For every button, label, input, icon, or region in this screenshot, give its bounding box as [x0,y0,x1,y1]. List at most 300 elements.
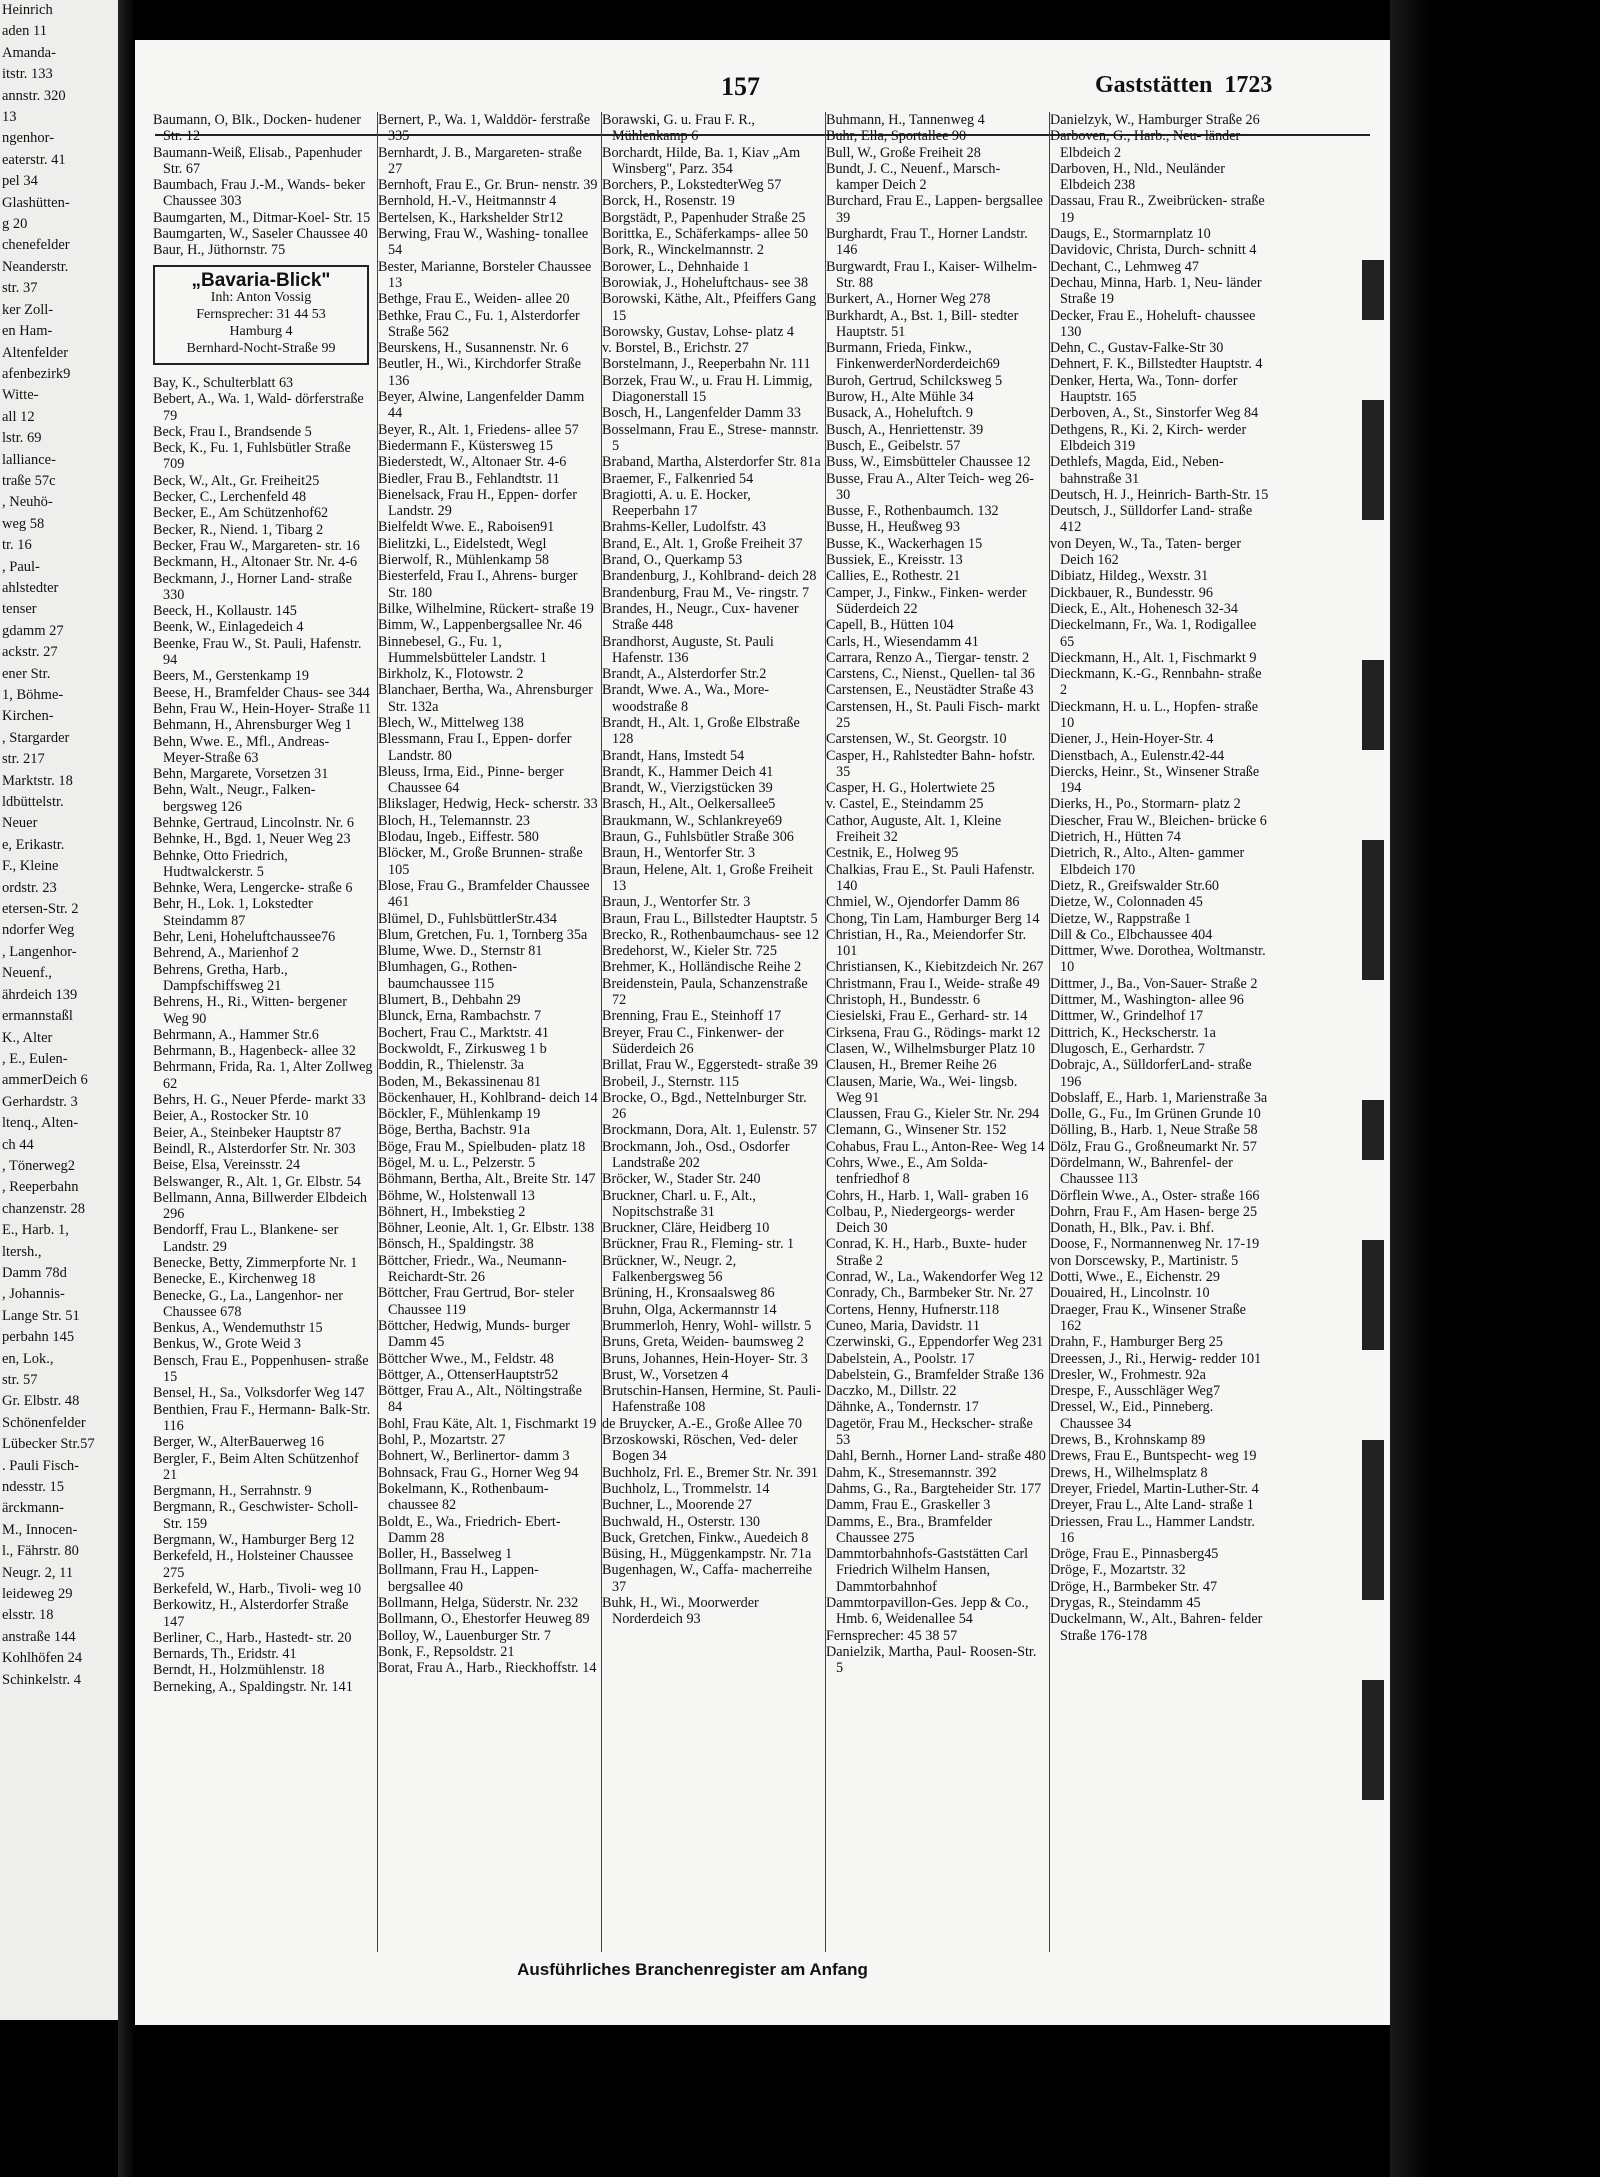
directory-entry: Bonk, F., Repsoldstr. 21 [378,1643,515,1660]
directory-entry: Brandt, A., Alsterdorfer Str.2 [602,666,767,683]
fragment-line: ordstr. 23 [2,879,57,896]
directory-entry: Dabelstein, A., Poolstr. 17 [826,1350,975,1367]
directory-entry: Diener, J., Hein-Hoyer-Str. 4 [1050,731,1214,748]
directory-entry: Bensel, H., Sa., Volksdorfer Weg 147 [153,1385,365,1402]
directory-entry: Brobeil, J., Sternstr. 115 [602,1073,740,1090]
directory-entry: Beyer, R., Alt. 1, Friedens- allee 57 [378,421,579,438]
directory-entry: Brand, E., Alt. 1, Große Freiheit 37 [602,535,803,552]
directory-entry: Carstensen, W., St. Georgstr. 10 [826,731,1007,748]
directory-entry: Bohnert, W., Berlinertor- damm 3 [378,1448,570,1465]
directory-entry: Clasen, W., Wilhelmsburger Platz 10 [826,1040,1035,1057]
directory-entry: Brutschin-Hansen, Hermine, St. Pauli-Hafenstraße 108 [602,1383,822,1416]
directory-entry: Blanchaer, Bertha, Wa., Ahrensburger Str. 132a [378,682,593,715]
directory-entry: Buss, W., Eimsbütteler Chaussee 12 [826,454,1031,471]
directory-entry: Bienelsack, Frau H., Eppen- dorfer Landstr. 29 [378,486,577,520]
directory-entry: Drygas, R., Steindamm 45 [1050,1595,1201,1612]
directory-entry: Böge, Bertha, Bachstr. 91a [378,1122,531,1139]
directory-entry: Behrs, H. G., Neuer Pferde- markt 33 [153,1092,366,1109]
directory-entry: Berger, W., AlterBauerweg 16 [153,1434,324,1451]
directory-entry: Buchholz, L., Trommelstr. 14 [602,1480,770,1497]
directory-entry: Deutsch, J., Sülldorfer Land- straße 412 [1050,503,1253,536]
directory-entry: Brandhorst, Auguste, St. Pauli Hafenstr. 136 [602,633,774,666]
directory-entry: Baumann, O, Blk., Docken- hudener Str. 12 [153,112,362,145]
directory-entry: Dieckelmann, Fr., Wa. 1, Rodigallee 65 [1050,617,1257,650]
directory-entry: Conrady, Ch., Barmbeker Str. Nr. 27 [826,1285,1034,1302]
directory-entry: Dröge, H., Barmbeker Str. 47 [1050,1578,1218,1595]
directory-entry: Borstelmann, J., Reeperbahn Nr. 111 [602,356,811,373]
directory-entry: Baumgarten, W., Saseler Chaussee 40 [153,226,368,243]
directory-entry: Dittmer, J., Ba., Von-Sauer- Straße 2 [1050,975,1258,992]
directory-entry: Braun, H., Wentorfer Str. 3 [602,845,756,862]
directory-entry: Bethke, Frau C., Fu. 1, Alsterdorfer Straße 562 [378,307,580,340]
directory-entry: Buhk, H., Wi., Moorwerder Norderdeich 93 [602,1595,759,1628]
directory-entry: Busack, A., Hoheluftch. 9 [826,405,973,422]
directory-entry: Brocke, O., Bgd., Nettelnburger Str. 26 [602,1089,807,1123]
directory-entry: Behrmann, A., Hammer Str.6 [153,1026,319,1043]
directory-entry: Brockmann, Joh., Osd., Osdorfer Landstraße 202 [602,1138,790,1171]
fragment-line: ltersh., [2,1243,42,1260]
fragment-line: en, Lok., [2,1350,54,1367]
directory-entry: Dieckmann, K.-G., Rennbahn- straße 2 [1050,666,1262,699]
fragment-line: , Reeperbahn [2,1179,79,1196]
directory-entry: Brüning, H., Kronsaalsweg 86 [602,1285,775,1302]
fragment-line: gdamm 27 [2,622,64,639]
directory-entry: Bokelmann, K., Rothenbaum- chaussee 82 [378,1480,549,1514]
directory-entry: Breyer, Frau C., Finkenwer- der Süderdeich 26 [602,1024,784,1057]
fragment-line: , Neuhö- [2,494,53,511]
directory-entry: Beier, A., Steinbeker Hauptstr 87 [153,1124,342,1141]
directory-entry: Dassau, Frau R., Zweibrücken- straße 19 [1050,193,1265,226]
directory-entry: Dreyer, Friedel, Martin-Luther-Str. 4 [1050,1480,1259,1497]
book-gutter [118,0,135,2177]
directory-entry: Dietrich, R., Alto., Alten- gammer Elbdeich 170 [1050,845,1245,878]
directory-entry: Buck, Gretchen, Finkw., Auedeich 8 [602,1529,809,1546]
directory-entry: Böttcher Wwe., M., Feldstr. 48 [378,1350,554,1367]
fragment-line: Witte- [2,387,39,404]
directory-entry: Daczko, M., Dillstr. 22 [826,1383,957,1400]
directory-entry: Diescher, Frau W., Bleichen- brücke 6 [1050,812,1267,829]
directory-entry: Dolle, G., Fu., Im Grünen Grunde 10 [1050,1106,1261,1123]
directory-entry: Dechant, C., Lehmweg 47 [1050,258,1199,275]
directory-entry: Beeck, H., Kollaustr. 145 [153,603,297,620]
directory-entry: Bochert, Frau C., Marktstr. 41 [378,1024,550,1041]
directory-entry: Bundt, J. C., Neuenf., Marsch- kamper Deich 2 [826,160,1001,194]
directory-entry: Böttcher, Friedr., Wa., Neumann-Reichardt-Str. 26 [378,1252,567,1286]
directory-entry: Benecke, Betty, Zimmerpforte Nr. 1 [153,1255,358,1271]
directory-entry: Dreyer, Frau L., Alte Land- straße 1 [1050,1497,1254,1514]
directory-entry: Benthien, Frau F., Hermann- Balk-Str. 116 [153,1401,371,1434]
directory-entry: Drespe, F., Ausschläger Weg7 [1050,1383,1221,1400]
directory-entry: Beers, M., Gerstenkamp 19 [153,668,310,685]
fragment-line: 13 [2,109,17,126]
directory-entry: Douaired, H., Lincolnstr. 10 [1050,1285,1210,1302]
directory-entry: Beyer, Alwine, Langenfelder Damm 44 [378,389,585,422]
directory-entry: Dotti, Wwe., E., Eichenstr. 29 [1050,1269,1220,1286]
directory-entry: Boller, H., Basselweg 1 [378,1546,513,1563]
directory-entry: Donath, H., Blk., Pav. i. Bhf. [1050,1220,1215,1237]
directory-entry: Behr, Leni, Hoheluftchaussee76 [153,929,336,946]
directory-entry: Brandt, Wwe. A., Wa., More- woodstraße 8 [602,682,769,715]
directory-entry: Böttcher, Hedwig, Munds- burger Damm 45 [378,1317,570,1351]
fragment-line: leideweg 29 [2,1586,73,1603]
directory-entry: Bloch, H., Telemannstr. 23 [378,812,531,829]
fragment-line: 1, Böhme- [2,687,64,703]
directory-entry: Böckenhauer, H., Kohlbrand- deich 14 [378,1089,598,1106]
directory-entry: Cohrs, H., Harb. 1, Wall- graben 16 [826,1187,1029,1204]
directory-entry: Capell, B., Hütten 104 [826,617,954,634]
fragment-line: ärckmann- [2,1500,64,1517]
directory-entry: Borittka, E., Schäferkamps- allee 50 [602,226,809,243]
directory-entry: Dieck, E., Alt., Hohenesch 32-34 [1050,600,1238,617]
directory-entry: Daugs, E., Stormarnplatz 10 [1050,226,1211,243]
directory-entry: Bredehorst, W., Kieler Str. 725 [602,943,777,960]
section-page-number: 1723 [1224,72,1273,98]
directory-entry: Casper, H., Rahlstedter Bahn- hofstr. 35 [826,747,1036,780]
directory-entry: Behmann, H., Ahrensburger Weg 1 [153,717,352,734]
directory-entry: Becker, R., Niend. 1, Tibarg 2 [153,521,324,538]
directory-entry: Dobslaff, E., Harb. 1, Marienstraße 3a [1050,1089,1268,1106]
fragment-line: Neanderstr. [2,258,69,275]
directory-entry: Böttcher, Frau Gertrud, Bor- steler Chaussee 119 [378,1285,575,1318]
directory-entry: Borck, H., Rosenstr. 19 [602,193,735,210]
directory-entry: Bosch, H., Langenfelder Damm 33 [602,405,801,422]
directory-entry: Bergmann, H., Serrahnstr. 9 [153,1483,312,1500]
directory-entry: Dittrich, K., Heckscherstr. 1a [1050,1024,1216,1041]
directory-entry: Darboven, G., Harb., Neu- länder Elbdeich 2 [1050,128,1241,161]
directory-entry: Behnke, Otto Friedrich, Hudtwalckerstr. 5 [153,847,288,880]
directory-entry: Binnebesel, G., Fu. 1, Hummelsbütteler Landstr. 1 [378,633,547,666]
directory-entry: Beise, Elsa, Vereinsstr. 24 [153,1157,301,1174]
directory-entry: Beutler, H., Wi., Kirchdorfer Straße 136 [378,356,582,389]
directory-entry: Dethlefs, Magda, Eid., Neben- bahnstraße 31 [1050,454,1224,487]
directory-entry: Berndt, H., Holzmühlenstr. 18 [153,1662,325,1679]
directory-entry: Buchner, L., Moorende 27 [602,1497,752,1514]
directory-entry: Dahl, Bernh., Horner Land- straße 480 [826,1448,1046,1465]
directory-entry: Brockmann, Dora, Alt. 1, Eulenstr. 57 [602,1122,818,1139]
directory-entry: von Dorscewsky, P., Martinistr. 5 [1050,1252,1239,1269]
directory-columns [153,112,1363,1952]
directory-entry: Dölling, B., Harb. 1, Neue Straße 58 [1050,1122,1258,1139]
fragment-line: ker Zoll- [2,301,54,318]
directory-entry: Blumhagen, G., Rothen- baumchaussee 115 [378,959,518,992]
directory-entry: Brandt, K., Hammer Deich 41 [602,763,774,780]
directory-entry: Braband, Martha, Alsterdorfer Str. 81a [602,454,821,471]
directory-entry: Behr, H., Lok. 1, Lokstedter Steindamm 87 [153,896,313,929]
directory-entry: Beck, W., Alt., Gr. Freiheit25 [153,472,320,489]
directory-entry: Böckler, F., Mühlenkamp 19 [378,1106,541,1123]
directory-entry: Benkus, A., Wendemuthstr 15 [153,1320,323,1337]
column-1 [153,112,373,1952]
directory-entry: Clemann, G., Winsener Str. 152 [826,1122,1007,1139]
directory-entry: Behnke, Gertraud, Lincolnstr. Nr. 6 [153,814,354,831]
directory-entry: Bollmann, Helga, Süderstr. Nr. 232 [378,1595,579,1612]
directory-entry: Dittmer, Wwe. Dorothea, Woltmanstr. 10 [1050,943,1266,976]
fragment-line: Gerhardstr. 3 [2,1093,78,1110]
directory-entry: v. Castel, E., Steindamm 25 [826,796,984,813]
directory-entry: Büsing, H., Müggenkampstr. Nr. 71a [602,1546,812,1563]
directory-entry: Brahms-Keller, Ludolfstr. 43 [602,519,767,536]
directory-entry: Dölz, Frau G., Großneumarkt Nr. 57 [1050,1138,1257,1155]
directory-entry: Bork, R., Winckelmannstr. 2 [602,242,764,259]
fragment-line: itstr. 133 [2,66,53,83]
directory-entry: Beck, K., Fu. 1, Fuhlsbütler Straße 709 [153,440,351,473]
directory-entry: Cohabus, Frau L., Anton-Ree- Weg 14 [826,1138,1045,1155]
directory-entry: Berliner, C., Harb., Hastedt- str. 20 [153,1629,352,1646]
directory-entry: Bernhold, H.-V., Heitmannstr 4 [378,193,557,210]
directory-entry: Birkholz, K., Flotowstr. 2 [378,666,524,683]
page-number: 157 [721,72,760,101]
directory-entry: Dobrajc, A., SülldorferLand- straße 196 [1050,1057,1252,1090]
fragment-line: , Johannis- [2,1286,65,1303]
directory-entry: Becker, Frau W., Margareten- str. 16 [153,537,360,554]
directory-entry: Driessen, Frau L., Hammer Landstr. 16 [1050,1513,1255,1546]
directory-entry: Braun, G., Fuhlsbütler Straße 306 [602,829,794,846]
directory-entry: Clausen, Marie, Wa., Wei- lingsb. Weg 91 [826,1073,1018,1106]
directory-entry: Drews, H., Wilhelmsplatz 8 [1050,1464,1208,1481]
directory-entry: Dethgens, R., Ki. 2, Kirch- werder Elbdeich 319 [1050,421,1247,454]
fragment-line: , E., Eulen- [2,1050,68,1067]
directory-entry: Borchers, P., LokstedterWeg 57 [602,177,782,194]
directory-entry: Blose, Frau G., Bramfelder Chaussee 461 [378,877,590,911]
fragment-line: , Paul- [2,558,40,575]
section-name: Gaststätten [1095,72,1213,98]
directory-entry: Brandt, H., Alt. 1, Große Elbstraße 128 [602,714,800,748]
directory-entry: Blöcker, M., Große Brunnen- straße 105 [378,845,583,878]
directory-entry: Draeger, Frau K., Winsener Straße 162 [1050,1301,1246,1334]
ad-line: Bernhard-Nocht-Straße 99 [186,340,336,356]
directory-entry: Behn, Wwe. E., Mfl., Andreas- Meyer-Straße 63 [153,733,330,766]
directory-entry: Christian, H., Ra., Meiendorfer Str. 101 [826,926,1027,960]
fragment-line: Schinkelstr. 4 [2,1671,81,1688]
directory-entry: Bruckner, Charl. u. F., Alt., Nopitschstraße 31 [602,1187,756,1220]
directory-entry: Blumert, B., Dehbahn 29 [378,992,521,1009]
directory-entry: Behn, Walt., Neugr., Falken- bergsweg 126 [153,782,316,815]
fragment-line: perbahn 145 [2,1329,75,1346]
fragment-line: Gr. Elbstr. 48 [2,1393,80,1410]
directory-entry: Blessmann, Frau I., Eppen- dorfer Landstr. 80 [378,731,572,764]
directory-entry: Borat, Frau A., Harb., Rieckhoffstr. 14 [378,1660,597,1677]
scan-edge [1390,0,1430,2177]
directory-entry: Becker, C., Lerchenfeld 48 [153,489,307,506]
directory-entry: Borchardt, Hilde, Ba. 1, Kiav „Am Winsberg", Parz. 354 [602,144,801,177]
directory-entry: Berkefeld, H., Holsteiner Chaussee 275 [153,1548,354,1581]
fragment-line: F., Kleine [2,858,59,875]
directory-entry: Bay, K., Schulterblatt 63 [153,374,294,391]
directory-entry: Braukmann, W., Schlankreye69 [602,812,783,829]
directory-entry: Bielitzki, L., Eidelstedt, Wegl [378,535,547,552]
directory-entry: Böhmann, Bertha, Alt., Breite Str. 147 [378,1171,596,1188]
fragment-line: etersen-Str. 2 [2,901,79,918]
directory-entry: Beenk, W., Einlagedeich 4 [153,619,304,636]
directory-entry: Brückner, W., Neugr. 2, Falkenbergsweg 56 [602,1252,737,1286]
directory-entry: Dröge, F., Mozartstr. 32 [1050,1562,1186,1579]
directory-entry: Denker, Herta, Wa., Tonn- dorfer Hauptstr. 165 [1050,372,1238,406]
fragment-line: Schönenfelder [2,1414,86,1431]
directory-entry: de Bruycker, A.-E., Große Allee 70 [602,1415,802,1432]
directory-entry: Brandenburg, Frau M., Ve- ringstr. 7 [602,584,810,601]
fragment-line: ldbüttelstr. [2,794,64,811]
directory-entry: Böge, Frau M., Spielbuden- platz 18 [378,1138,586,1155]
directory-entry: Berkowitz, H., Alsterdorfer Straße 147 [153,1597,349,1630]
directory-entry: Busch, E., Geibelstr. 57 [826,437,961,454]
directory-entry: Böhme, W., Holstenwall 13 [378,1187,535,1204]
directory-entry: Braemer, F., Falkenried 54 [602,470,754,487]
directory-entry: Bernert, P., Wa. 1, Walddör- ferstraße 335 [378,112,591,145]
fragment-line: Neuenf., [2,965,52,982]
fragment-line: Marktstr. 18 [2,772,73,789]
fragment-line: E., Harb. 1, [2,1222,69,1239]
fragment-line: , Tönerweg2 [2,1157,76,1174]
directory-entry: Busse, Frau A., Alter Teich- weg 26-30 [826,470,1034,503]
directory-entry: Brandt, Hans, Imstedt 54 [602,747,745,764]
directory-entry: Bimm, W., Lappenbergsallee Nr. 46 [378,617,582,634]
fragment-line: ährdeich 139 [2,986,78,1003]
fragment-line: anstraße 144 [2,1628,76,1645]
directory-entry: Dill & Co., Elbchaussee 404 [1050,926,1213,943]
directory-entry: Behnke, H., Bgd. 1, Neuer Weg 23 [153,831,351,848]
directory-entry: Dietrich, H., Hütten 74 [1050,829,1181,846]
page-header [135,72,1390,108]
directory-entry: Brandenburg, J., Kohlbrand- deich 28 [602,568,817,585]
directory-entry: Blume, Wwe. D., Sternstr 81 [378,943,543,960]
fragment-line: Neuer [2,815,38,832]
fragment-line: chenefelder [2,237,70,254]
ad-line: Hamburg 4 [229,323,293,339]
directory-entry: Dieckmann, H., Alt. 1, Fischmarkt 9 [1050,649,1257,666]
directory-entry: Chong, Tin Lam, Hamburger Berg 14 [826,910,1040,927]
directory-entry: Boden, M., Bekassinenau 81 [378,1073,542,1090]
directory-entry: Blunck, Erna, Rambachstr. 7 [378,1008,542,1025]
directory-entry: Czerwinski, G., Eppendorfer Weg 231 [826,1334,1044,1351]
directory-entry: Decker, Frau E., Hoheluft- chaussee 130 [1050,307,1256,340]
directory-entry: Blech, W., Mittelweg 138 [378,714,524,731]
fragment-line: pel 34 [2,173,38,190]
directory-entry: Biederstedt, W., Altonaer Str. 4-6 [378,454,567,471]
directory-entry: Diercks, Heinr., St., Winsener Straße 194 [1050,763,1260,797]
directory-entry: Bockwoldt, F., Zirkusweg 1 b [378,1040,547,1057]
directory-entry: Bernhoft, Frau E., Gr. Brun- nenstr. 39 [378,177,598,194]
directory-entry: Cathor, Auguste, Alt. 1, Kleine Freiheit 32 [826,812,1002,846]
directory-entry: Darboven, H., Nld., Neuländer Elbdeich 238 [1050,160,1225,194]
directory-entry: Dierks, H., Po., Stormarn- platz 2 [1050,796,1241,813]
directory-entry: Biedermann F., Küstersweg 15 [378,437,553,454]
directory-entry: Danielzyk, W., Hamburger Straße 26 [1050,112,1260,128]
directory-entry: Buhr, Ella, Sportallee 90 [826,128,967,145]
directory-entry: Breidenstein, Paula, Schanzenstraße 72 [602,975,808,1009]
directory-entry: Cirksena, Frau G., Rödings- markt 12 [826,1024,1041,1041]
directory-entry: Bruhn, Olga, Ackermannstr 14 [602,1301,777,1318]
directory-entry: Dibiatz, Hildeg., Wexstr. 31 [1050,568,1209,585]
fragment-line: Amanda- [2,44,56,61]
fragment-line: Heinrich [2,2,53,18]
directory-entry: Brenning, Frau E., Steinhoff 17 [602,1008,782,1025]
directory-entry: Bester, Marianne, Borsteler Chaussee 13 [378,258,592,291]
directory-entry: Bierwolf, R., Mühlenkamp 58 [378,552,550,569]
directory-entry: Bohnsack, Frau G., Horner Weg 94 [378,1464,579,1481]
directory-page [135,40,1390,2025]
directory-entry: Bendorff, Frau L., Blankene- ser Landstr. 29 [153,1222,339,1255]
footer-note: Ausführliches Branchenregister am Anfang [517,1960,868,1979]
directory-entry: Derboven, A., St., Sinstorfer Weg 84 [1050,405,1259,422]
directory-entry: Blikslager, Hedwig, Heck- scherstr. 33 [378,796,598,813]
directory-entry: Colbau, P., Niedergeorgs- werder Deich 30 [826,1203,1015,1237]
directory-entry: Beese, H., Bramfelder Chaus- see 344 [153,684,370,701]
page-footer [135,1960,1390,1980]
directory-entry: Conrad, K. H., Harb., Buxte- huder Straße 2 [826,1236,1027,1269]
directory-entry: Busse, F., Rothenbaumch. 132 [826,503,999,520]
directory-entry: Christiansen, K., Kiebitzdeich Nr. 267 [826,959,1044,976]
directory-entry: Casper, H. G., Holertwiete 25 [826,780,995,797]
directory-entry: Duckelmann, W., Alt., Bahren- felder Straße 176-178 [1050,1611,1263,1644]
directory-entry: Busse, H., Heußweg 93 [826,519,960,536]
fragment-line: chanzenstr. 28 [2,1200,85,1217]
directory-entry: Burkhardt, A., Bst. 1, Bill- stedter Hauptstr. 51 [826,307,1019,340]
directory-entry: Dietze, W., Colonnaden 45 [1050,894,1203,911]
ad-line: Inh: Anton Vossig [210,289,312,305]
fragment-line: Glashütten- [2,194,70,211]
fragment-line: ch 44 [2,1136,34,1153]
directory-entry: Bebert, A., Wa. 1, Wald- dörferstraße 79 [153,391,364,424]
directory-entry: Bussiek, E., Kreisstr. 13 [826,552,963,569]
ad-title: „Bavaria-Blick" [191,269,331,291]
directory-entry: Behrend, A., Marienhof 2 [153,945,299,962]
directory-entry: Baur, H., Jüthornstr. 75 [153,242,286,259]
directory-entry: Cohrs, Wwe., E., Am Solda- tenfriedhof 8 [826,1155,988,1188]
fragment-line: annstr. 320 [2,87,66,104]
directory-entry: Bögel, M. u. L., Pelzerstr. 5 [378,1155,536,1171]
directory-entry: Berneking, A., Spaldingstr. Nr. 141 [153,1678,353,1695]
directory-entry: Burchard, Frau E., Lappen- bergsallee 39 [826,193,1043,226]
directory-entry: Dechau, Minna, Harb. 1, Neu- länder Straße 19 [1050,274,1262,308]
section-title [1095,72,1272,99]
directory-entry: Borowiak, J., Hoheluftchaus- see 38 [602,274,809,291]
directory-entry: Böhnert, H., Imbekstieg 2 [378,1203,526,1220]
directory-entry: Bernards, Th., Eridstr. 41 [153,1646,297,1663]
directory-entry: Blümel, D., FuhlsbüttlerStr.434 [378,910,557,927]
directory-entry: Behnke, Wera, Lengercke- straße 6 [153,880,353,897]
fragment-line: , Stargarder [2,729,70,746]
directory-entry: Borzek, Frau W., u. Frau H. Limmig, Diagonerstall 15 [602,372,813,406]
directory-entry: Callies, E., Rothestr. 21 [826,568,961,585]
fragment-line: ener Str. [2,665,51,682]
directory-entry: Bergmann, W., Hamburger Berg 12 [153,1532,355,1549]
fragment-line: aden 11 [2,23,47,40]
directory-entry: Berwing, Frau W., Washing- tonallee 54 [378,226,589,259]
directory-entry: von Deyen, W., Ta., Taten- berger Deich 162 [1050,535,1242,569]
column-2 [377,112,598,1952]
directory-entry: Cestnik, E., Holweg 95 [826,845,959,862]
directory-entry: Bohl, Frau Käte, Alt. 1, Fischmarkt 19 [378,1415,597,1432]
directory-entry: Dröge, Frau E., Pinnasberg45 [1050,1546,1219,1563]
directory-entry: Brillat, Frau W., Eggerstedt- straße 39 [602,1057,818,1074]
fragment-line: traße 57c [2,472,56,489]
ad-line: Fernsprecher: 31 44 53 [196,306,326,322]
column-3 [601,112,822,1952]
directory-entry: Bergmann, R., Geschwister- Scholl-Str. 159 [153,1499,359,1532]
directory-entry: Brehmer, K., Holländische Reihe 2 [602,959,802,976]
directory-entry: Burgwardt, Frau I., Kaiser- Wilhelm-Str. 88 [826,258,1037,291]
directory-entry: Beurskens, H., Susannenstr. Nr. 6 [378,340,569,357]
fragment-line: eaterstr. 41 [2,151,66,168]
fragment-line: l., Fährstr. 80 [2,1543,79,1560]
directory-entry: Dehn, C., Gustav-Falke-Str 30 [1050,340,1224,357]
directory-entry: Dreessen, J., Ri., Herwig- redder 101 [1050,1350,1262,1367]
directory-entry: Beenke, Frau W., St. Pauli, Hafenstr. 94 [153,635,362,669]
directory-entry: Brust, W., Vorsetzen 4 [602,1366,729,1383]
fragment-line: Lübecker Str.57 [2,1436,95,1453]
directory-entry: Bröcker, W., Stader Str. 240 [602,1171,761,1188]
directory-entry: Burmann, Frieda, Finkw., FinkenwerderNorderdeich69 [826,340,1000,373]
